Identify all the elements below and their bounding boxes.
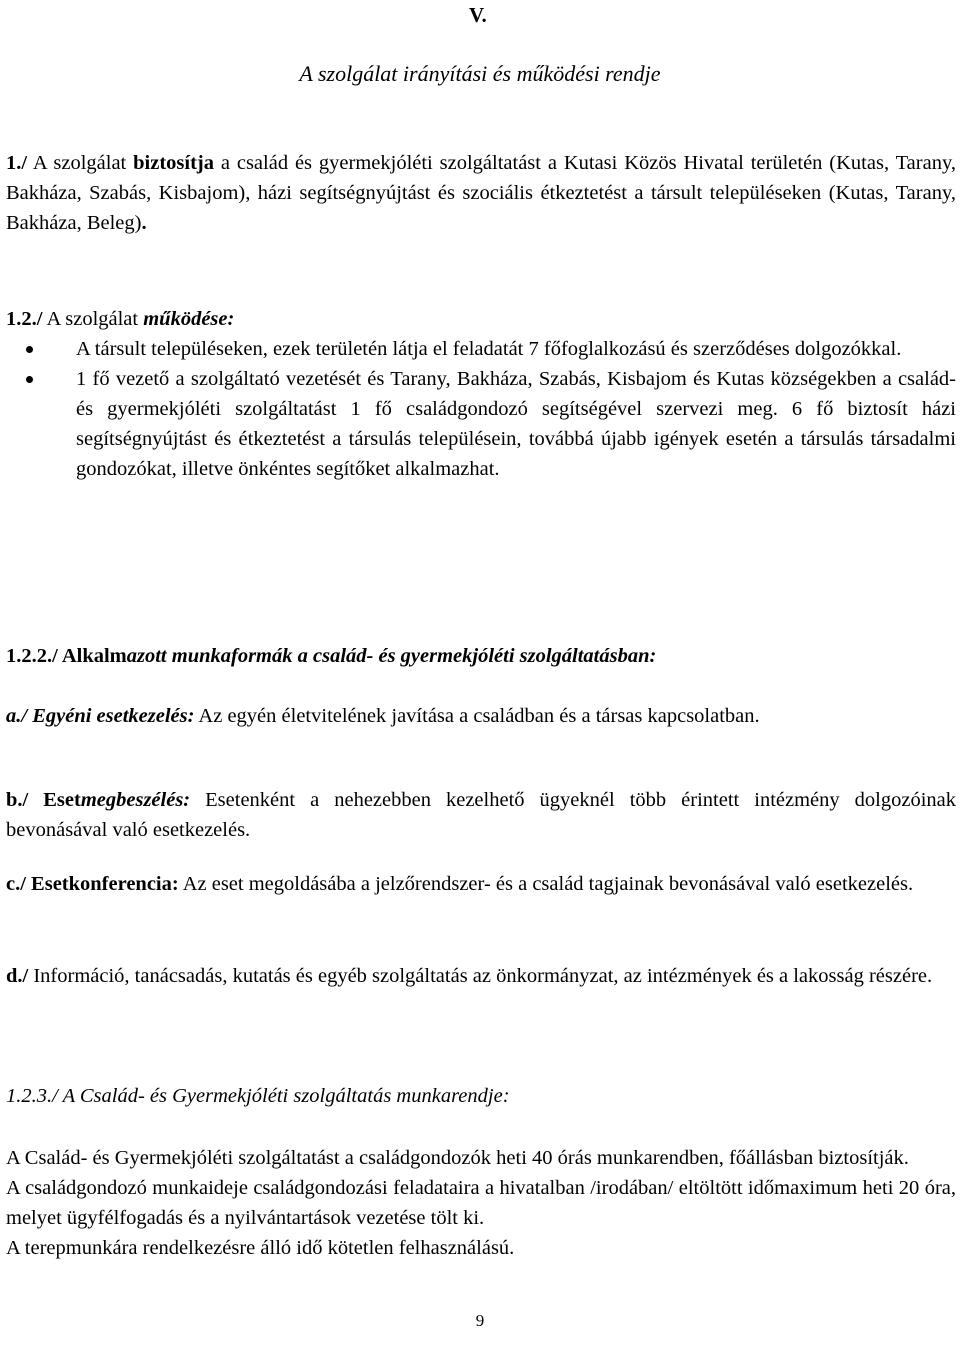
section-1-number: 1./	[6, 152, 28, 174]
item-d: d./ Információ, tanácsadás, kutatás és egyéb szolgáltatás az önkormányzat, az intézmények és a lakosság részére.	[6, 965, 933, 987]
section-1-2-bullet-list	[6, 334, 956, 484]
paragraph: A terepmunkára rendelkezésre álló idő kötetlen felhasználású.	[6, 1237, 515, 1259]
page-number: 9	[475, 1311, 485, 1330]
section-1-2-3-heading: 1.2.3./ A Család- és Gyermekjóléti szolgáltatás munkarendje:	[6, 1085, 510, 1107]
item-b: b./ Esetmegbeszélés: Esetenként a nehezebben kezelhető ügyeknél több érintett intézmény dolgozóinak bevonásával való esetkezelés.	[6, 789, 956, 841]
bullet-icon	[26, 376, 33, 383]
list-item: A társult településeken, ezek területén látja el feladatát 7 főfoglalkozású és szerződéses dolgozókkal.	[6, 334, 956, 364]
section-1-2-3-body	[6, 1143, 956, 1263]
section-1-2-2-heading: 1.2.2./ Alkalmazott munkaformák a család- és gyermekjóléti szolgáltatásban:	[6, 645, 657, 667]
section-1-paragraph: 1./ A szolgálat biztosítja a család és gyermekjóléti szolgáltatást a Kutasi Közös Hivatal területén (Kutas, Tarany, Bakháza, Szabás, Kisbajom), házi segítségnyújtást és szociális étkeztetést a társult településeken (Kutas, Tarany, Bakháza, Beleg).	[6, 152, 956, 234]
section-1-bold-term: biztosítja	[133, 152, 214, 174]
list-item: 1 fő vezető a szolgáltató vezetését és Tarany, Bakháza, Szabás, Kisbajom és Kutas községekben a család- és gyermekjóléti szolgáltatást 1 fő családgondozó segítségével szervezi meg. 6 fő biztosít házi segítségnyújtást és étkeztetést a társulás településein, továbbá újabb igények esetén a társulás társadalmi gondozókat, illetve önkéntes segítőket alkalmazhat.	[6, 364, 956, 484]
chapter-title: A szolgálat irányítási és működési rendje	[299, 61, 661, 86]
paragraph: A Család- és Gyermekjóléti szolgáltatást a családgondozók heti 40 órás munkarendben, főállásban biztosítják.	[6, 1147, 909, 1169]
section-1-2-heading: 1.2./ A szolgálat működése:	[6, 308, 235, 330]
section-1-2	[6, 304, 956, 484]
paragraph: A családgondozó munkaideje családgondozási feladataira a hivatalban /irodában/ eltöltött időmaximum heti 20 óra, melyet ügyfélfogadás és a nyilvántartások vezetése tölt ki.	[6, 1177, 956, 1229]
item-a: a./ Egyéni esetkezelés: Az egyén életvitelének javítása a családban és a társas kapcsolatban.	[6, 705, 760, 727]
section-1-2-number: 1.2./	[6, 308, 43, 330]
chapter-number: V.	[469, 3, 487, 27]
item-c: c./ Esetkonferencia: Az eset megoldásába a jelzőrendszer- és a család tagjainak bevonásával való esetkezelés.	[6, 873, 914, 895]
bullet-icon	[26, 346, 33, 353]
